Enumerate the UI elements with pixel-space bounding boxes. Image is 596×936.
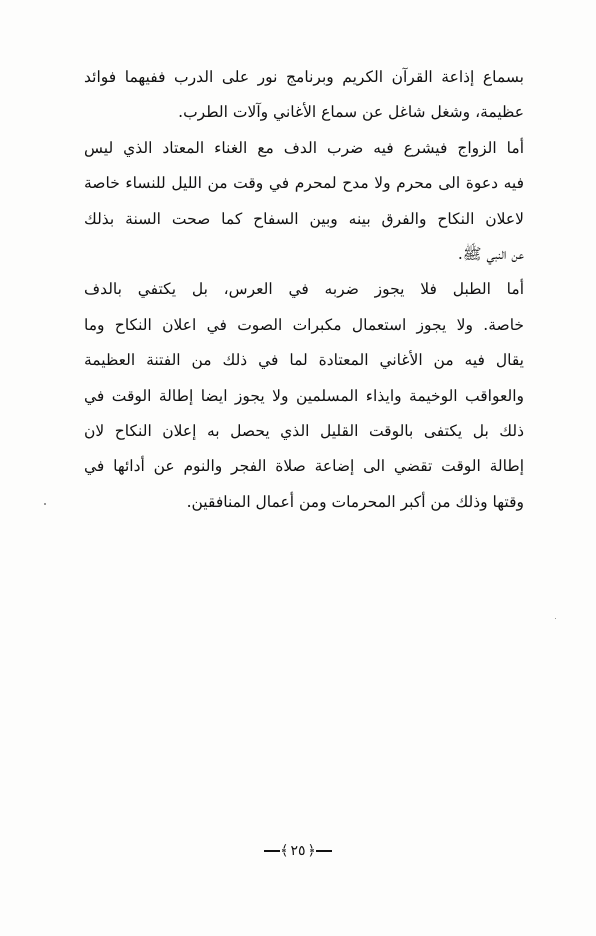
page-number: ٢٥	[290, 843, 306, 859]
text-line-8: خاصة. ولا يجوز استعمال مكبرات الصوت في اعلان النكاح وما	[84, 315, 524, 334]
text-line-4: فيه دعوة الى محرم ولا مدح لمحرم في وقت من الليل للنساء خاصة	[84, 174, 524, 193]
folio-dash-left	[264, 850, 280, 852]
text-line-10: والعواقب الوخيمة وايذاء المسلمين ولا يجوز ايضا إطالة الوقت في	[84, 386, 524, 405]
scan-speck	[555, 618, 556, 619]
text-line-7: أما الطبل فلا يجوز ضربه في العرس، بل يكتفي بالدف	[84, 280, 524, 299]
text-line-11: ذلك بل يكتفى بالوقت القليل الذي يحصل به إعلان النكاح لان	[84, 421, 524, 440]
text-line-2: عظيمة، وشغل شاغل عن سماع الأغاني وآلات الطرب.	[178, 103, 524, 122]
text-line-3: أما الزواج فيشرع فيه ضرب الدف مع الغناء المعتاد الذي ليس	[84, 138, 524, 157]
body-text	[84, 60, 524, 520]
text-line-6: عن النبي ﷺ.	[457, 244, 524, 263]
text-line-5: لاعلان النكاح والفرق بينه وبين السفاح كما صحت السنة بذلك	[84, 209, 524, 228]
page-number-ornament	[0, 840, 596, 862]
folio-bracket-left: ﴾	[280, 843, 289, 859]
folio-bracket-right: ﴿	[307, 843, 316, 859]
text-line-9: يقال فيه من الأغاني المعتادة لما في ذلك من الفتنة العظيمة	[84, 351, 524, 370]
scan-speck	[44, 503, 46, 505]
text-line-1: بسماع إذاعة القرآن الكريم وبرنامج نور على الدرب ففيهما فوائد	[84, 68, 524, 86]
text-line-12: إطالة الوقت تقضي الى إضاعة صلاة الفجر والنوم عن أدائها في	[84, 457, 524, 476]
text-line-13: وقتها وذلك من أكبر المحرمات ومن أعمال المنافقين.	[186, 492, 524, 511]
folio-dash-right	[316, 850, 332, 852]
